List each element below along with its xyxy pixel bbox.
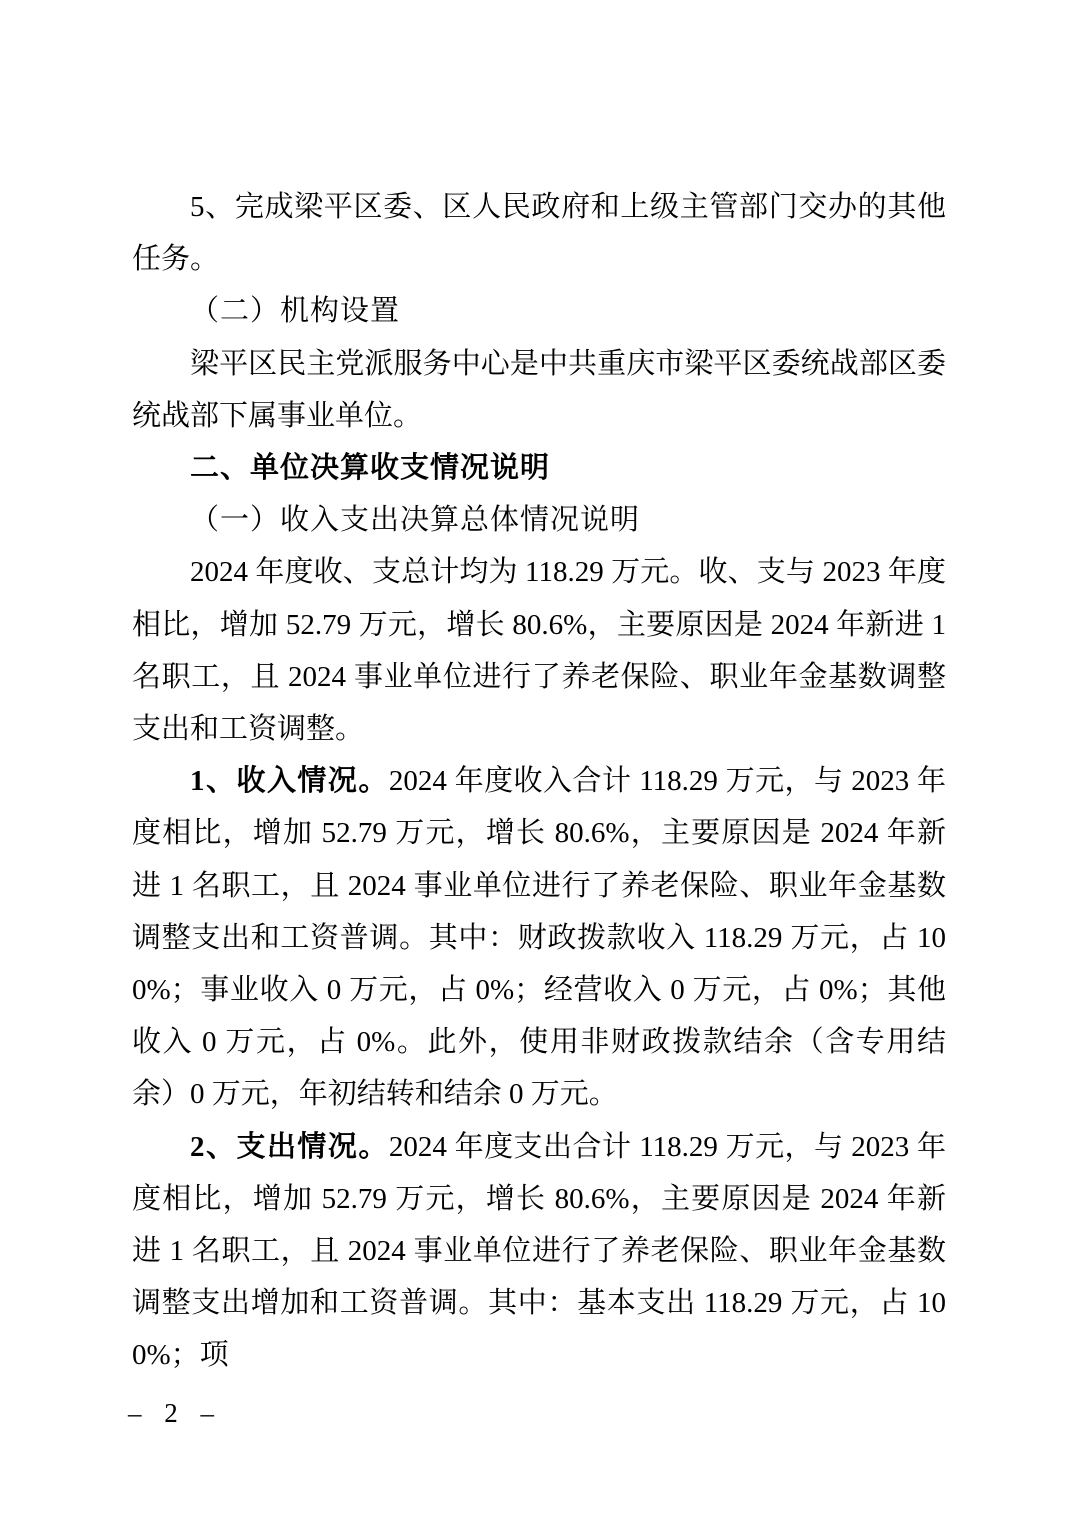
- document-body: [132, 181, 946, 1382]
- paragraph-income: [132, 755, 946, 1120]
- income-body-text: 2024 年度收入合计 118.29 万元，与 2023 年度相比，增加 52.79 万元，增长 80.6%，主要原因是 2024 年新进 1 名职工，且 2024 事业单位进行了养老保险、职业年金基数调整支出和工资普调。其中：财政拨款收入 118.29 万元，占 100%；事业收入 0 万元，占 0%；经营收入 0 万元，占 0%；其他收入 0 万元，占 0%。此外，使用非财政拨款结余（含专用结余）0 万元，年初结转和结余 0 万元。: [132, 765, 946, 1111]
- heading-subsection-1: （一）收入支出决算总体情况说明: [190, 504, 641, 537]
- expense-body-text: 2024 年度支出合计 118.29 万元，与 2023 年度相比，增加 52.79 万元，增长 80.6%，主要原因是 2024 年新进 1 名职工，且 2024 事业单位进行了养老保险、职业年金基数调整支出增加和工资普调。其中：基本支出 118.29 万元，占 100%；项: [132, 1130, 946, 1372]
- paragraph-org-setup: 梁平区民主党派服务中心是中共重庆市梁平区委统战部区委统战部下属事业单位。: [132, 347, 946, 432]
- heading-org-setup: （二）机构设置: [190, 295, 401, 328]
- heading-section-2: 二、单位决算收支情况说明: [190, 452, 551, 485]
- paragraph-expense: [132, 1121, 946, 1382]
- expense-lead-label: 2、支出情况。: [190, 1130, 389, 1163]
- paragraph-task-5: 5、完成梁平区委、区人民政府和上级主管部门交办的其他任务。: [132, 191, 946, 276]
- paragraph-budget-overview: 2024 年度收、支总计均为 118.29 万元。收、支与 2023 年度相比，增加 52.79 万元，增长 80.6%，主要原因是 2024 年新进 1 名职工，且 2024 事业单位进行了养老保险、职业年金基数调整支出和工资调整。: [132, 556, 946, 746]
- income-lead-label: 1、收入情况。: [190, 765, 389, 798]
- page-number: – 2 –: [128, 1398, 222, 1428]
